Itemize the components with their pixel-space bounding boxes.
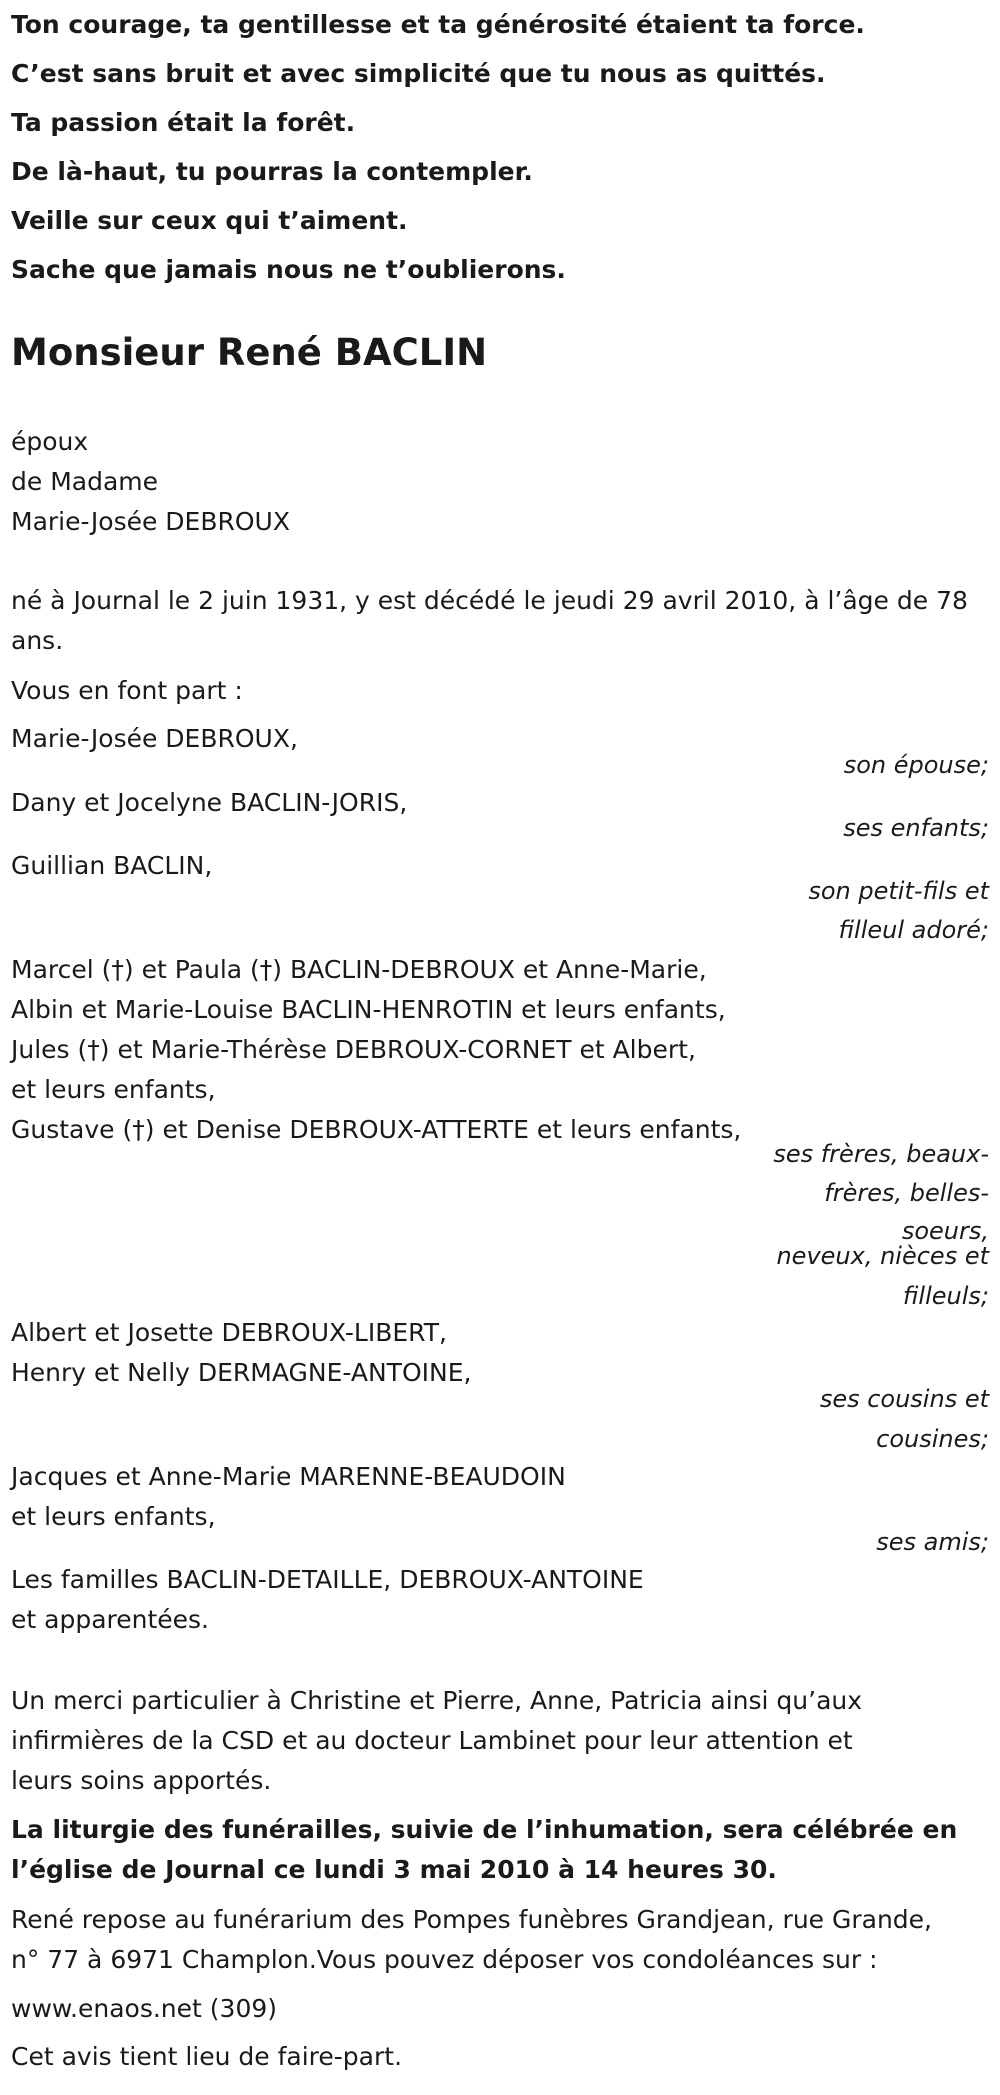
poem-line: De là-haut, tu pourras la contempler. <box>11 157 533 186</box>
thanks-line: infirmières de la CSD et au docteur Lambinet pour leur attention et <box>11 1726 853 1755</box>
poem-line: Ta passion était la forêt. <box>11 108 356 137</box>
thanks-line: leurs soins apportés. <box>11 1766 272 1795</box>
family-role: ses frères, beaux- <box>773 1140 989 1168</box>
funerarium-line: n° 77 à 6971 Champlon.Vous pouvez déposer vos condoléances sur : <box>11 1945 878 1974</box>
thanks-line: Un merci particulier à Christine et Pierre, Anne, Patricia ainsi qu’aux <box>11 1686 863 1715</box>
family-role: filleuls; <box>902 1282 989 1310</box>
funerarium-line: René repose au funérarium des Pompes funèbres Grandjean, rue Grande, <box>11 1905 933 1934</box>
birth-line: ans. <box>11 626 64 655</box>
spouse-line: époux <box>11 427 89 456</box>
deceased-name: Monsieur René BACLIN <box>11 331 488 374</box>
family-role: neveux, nièces et <box>776 1242 989 1270</box>
family-names: Les familles BACLIN-DETAILLE, DEBROUX-ANTOINE <box>11 1565 644 1594</box>
poem-line: C’est sans bruit et avec simplicité que tu nous as quittés. <box>11 59 826 88</box>
liturgy-line: La liturgie des funérailles, suivie de l’inhumation, sera célébrée en <box>11 1815 958 1844</box>
family-names: Guillian BACLIN, <box>11 851 213 880</box>
family-role: soeurs, <box>901 1217 989 1245</box>
family-names: Marie-Josée DEBROUX, <box>11 724 298 753</box>
family-role: ses amis; <box>876 1528 989 1556</box>
liturgy-line: l’église de Journal ce lundi 3 mai 2010 à 14 heures 30. <box>11 1855 777 1884</box>
poem-line: Sache que jamais nous ne t’oublierons. <box>11 255 566 284</box>
intro-text: Vous en font part : <box>11 676 243 705</box>
family-role: son petit-fils et <box>808 877 989 905</box>
family-names: Jacques et Anne-Marie MARENNE-BEAUDOIN <box>11 1462 566 1491</box>
family-role: cousines; <box>876 1425 989 1453</box>
family-names: Albin et Marie-Louise BACLIN-HENROTIN et leurs enfants, <box>11 995 726 1024</box>
closing-text: Cet avis tient lieu de faire-part. <box>11 2042 403 2071</box>
family-names: Dany et Jocelyne BACLIN-JORIS, <box>11 788 408 817</box>
family-role: ses enfants; <box>843 814 989 842</box>
poem-line: Veille sur ceux qui t’aiment. <box>11 206 408 235</box>
website-link[interactable]: www.enaos.net (309) <box>11 1994 278 2023</box>
family-names: Jules (†) et Marie-Thérèse DEBROUX-CORNET et Albert, <box>11 1035 696 1064</box>
family-names: et leurs enfants, <box>11 1075 216 1104</box>
spouse-line: de Madame <box>11 467 159 496</box>
family-names: Albert et Josette DEBROUX-LIBERT, <box>11 1318 447 1347</box>
family-role: son épouse; <box>843 751 989 779</box>
family-names: Gustave (†) et Denise DEBROUX-ATTERTE et leurs enfants, <box>11 1115 742 1144</box>
birth-line: né à Journal le 2 juin 1931, y est décédé le jeudi 29 avril 2010, à l’âge de 78 <box>11 586 968 615</box>
spouse-line: Marie-Josée DEBROUX <box>11 507 290 536</box>
family-names: Marcel (†) et Paula (†) BACLIN-DEBROUX et Anne-Marie, <box>11 955 707 984</box>
poem-line: Ton courage, ta gentillesse et ta générosité étaient ta force. <box>11 10 865 39</box>
family-role: filleul adoré; <box>838 916 989 944</box>
family-names: Henry et Nelly DERMAGNE-ANTOINE, <box>11 1358 472 1387</box>
family-names: et leurs enfants, <box>11 1502 216 1531</box>
family-role: frères, belles- <box>824 1179 989 1207</box>
family-role: ses cousins et <box>819 1385 989 1413</box>
family-names: et apparentées. <box>11 1605 209 1634</box>
